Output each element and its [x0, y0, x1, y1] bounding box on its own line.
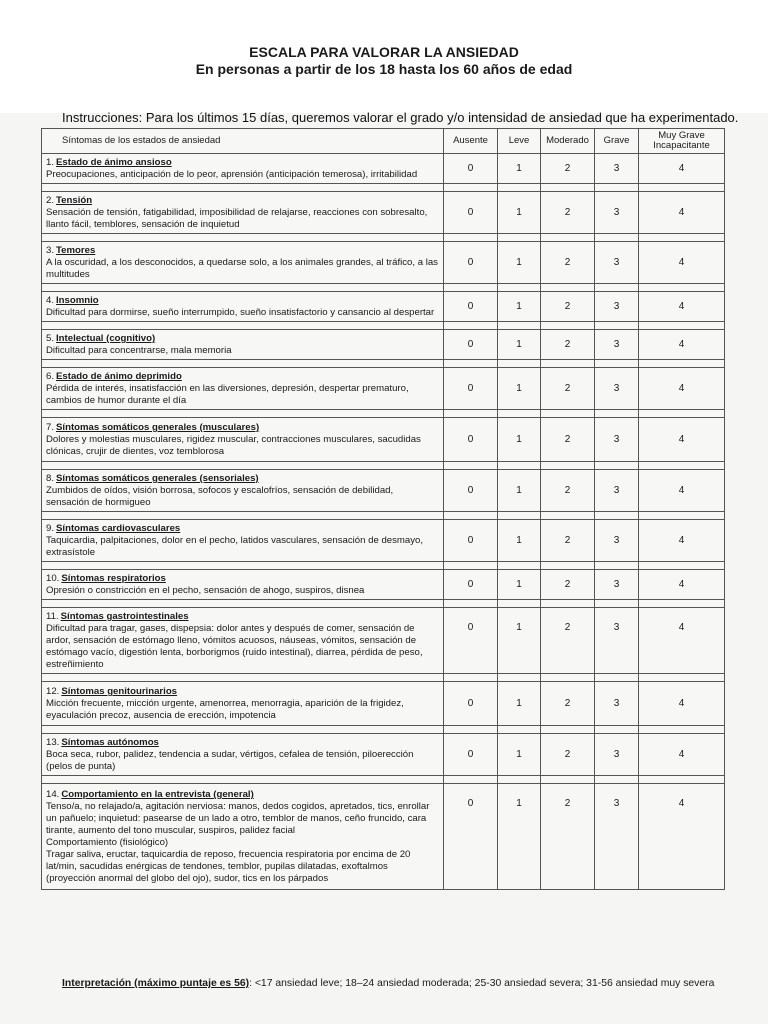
separator-cell	[42, 284, 444, 292]
document-subtitle: En personas a partir de los 18 hasta los 60 años de edad	[195, 61, 573, 77]
separator-cell	[498, 234, 541, 242]
score-option-0[interactable]: 0	[444, 292, 498, 322]
item-name: Síntomas autónomos	[61, 737, 159, 748]
score-option-2[interactable]: 2	[541, 154, 595, 184]
score-option-0[interactable]: 0	[444, 784, 498, 890]
item-description: Preocupaciones, anticipación de lo peor, aprensión (anticipación temerosa), irritabilidad	[46, 169, 418, 180]
table-row	[42, 368, 725, 410]
item-description: Dolores y molestias musculares, rigidez muscular, contracciones musculares, sacudidas clónicas, crujir de dientes, voz temblorosa	[46, 434, 421, 457]
table-row	[42, 784, 725, 890]
item-title	[46, 523, 439, 535]
separator-cell	[541, 284, 595, 292]
item-name: Síntomas gastrointestinales	[60, 611, 189, 622]
row-separator	[42, 234, 725, 242]
item-title	[46, 157, 439, 169]
score-option-0[interactable]: 0	[444, 570, 498, 600]
score-option-3[interactable]: 3	[595, 520, 639, 562]
score-option-3[interactable]: 3	[595, 470, 639, 512]
item-name: Síntomas somáticos generales (sensoriales)	[56, 473, 259, 484]
score-option-3[interactable]: 3	[595, 570, 639, 600]
item-description: Pérdida de interés, insatisfacción en las diversiones, depresión, despertar prematuro, cambios de humor durante el día	[46, 383, 409, 406]
separator-cell	[639, 322, 725, 330]
score-option-3[interactable]: 3	[595, 330, 639, 360]
separator-cell	[42, 512, 444, 520]
table-row	[42, 734, 725, 776]
separator-cell	[444, 322, 498, 330]
score-option-4[interactable]: 4	[639, 192, 725, 234]
symptom-cell	[42, 330, 444, 360]
item-name: Temores	[56, 245, 96, 256]
item-title	[46, 737, 439, 749]
row-separator	[42, 726, 725, 734]
score-option-4[interactable]: 4	[639, 682, 725, 726]
score-option-1[interactable]: 1	[498, 682, 541, 726]
separator-cell	[595, 512, 639, 520]
item-title	[46, 422, 439, 434]
score-option-3[interactable]: 3	[595, 368, 639, 410]
score-option-1[interactable]: 1	[498, 570, 541, 600]
score-option-1[interactable]: 1	[498, 368, 541, 410]
score-option-4[interactable]: 4	[639, 154, 725, 184]
table-row	[42, 608, 725, 674]
separator-cell	[498, 410, 541, 418]
table-row	[42, 470, 725, 512]
anxiety-scale-table	[41, 128, 725, 890]
score-option-2[interactable]: 2	[541, 242, 595, 284]
separator-cell	[639, 512, 725, 520]
score-option-2[interactable]: 2	[541, 192, 595, 234]
item-number: 7.	[46, 422, 55, 433]
separator-cell	[541, 512, 595, 520]
item-name: Estado de ánimo deprimido	[56, 371, 182, 382]
score-option-0[interactable]: 0	[444, 418, 498, 462]
item-description: Comportamiento (fisiológico)	[46, 837, 169, 848]
separator-cell	[444, 600, 498, 608]
separator-cell	[541, 726, 595, 734]
score-option-3[interactable]: 3	[595, 418, 639, 462]
score-option-1[interactable]: 1	[498, 242, 541, 284]
separator-cell	[444, 184, 498, 192]
score-option-3[interactable]: 3	[595, 682, 639, 726]
row-separator	[42, 184, 725, 192]
score-option-2[interactable]: 2	[541, 608, 595, 674]
item-description: Opresión o constricción en el pecho, sensación de ahogo, suspiros, disnea	[46, 585, 365, 596]
row-separator	[42, 410, 725, 418]
separator-cell	[541, 674, 595, 682]
interpretation-label: Interpretación (máximo puntaje es 56)	[62, 978, 250, 989]
item-description: Taquicardia, palpitaciones, dolor en el pecho, latidos vasculares, sensación de desmayo, extrasístole	[46, 535, 424, 558]
separator-cell	[498, 512, 541, 520]
document-title: ESCALA PARA VALORAR LA ANSIEDAD	[249, 44, 519, 60]
score-option-0[interactable]: 0	[444, 682, 498, 726]
item-number: 2.	[46, 195, 55, 206]
item-number: 4.	[46, 295, 55, 306]
score-option-2[interactable]: 2	[541, 734, 595, 776]
symptom-cell	[42, 682, 444, 726]
score-option-2[interactable]: 2	[541, 368, 595, 410]
score-option-3[interactable]: 3	[595, 292, 639, 322]
separator-cell	[42, 562, 444, 570]
separator-cell	[498, 360, 541, 368]
symptom-cell	[42, 470, 444, 512]
score-option-1[interactable]: 1	[498, 330, 541, 360]
col-header-ausente: Ausente	[444, 129, 498, 154]
separator-cell	[541, 562, 595, 570]
table-row	[42, 570, 725, 600]
col-header-moderado: Moderado	[541, 129, 595, 154]
symptom-cell	[42, 368, 444, 410]
item-name: Síntomas cardiovasculares	[56, 523, 181, 534]
separator-cell	[444, 562, 498, 570]
separator-cell	[639, 410, 725, 418]
separator-cell	[639, 462, 725, 470]
separator-cell	[595, 322, 639, 330]
separator-cell	[444, 234, 498, 242]
item-name: Síntomas respiratorios	[61, 573, 166, 584]
score-option-0[interactable]: 0	[444, 608, 498, 674]
item-title	[46, 789, 439, 801]
score-option-3[interactable]: 3	[595, 154, 639, 184]
row-separator	[42, 600, 725, 608]
separator-cell	[498, 462, 541, 470]
table-row	[42, 154, 725, 184]
item-name: Intelectual (cognitivo)	[56, 333, 156, 344]
separator-cell	[444, 462, 498, 470]
separator-cell	[541, 184, 595, 192]
item-title	[46, 611, 439, 623]
separator-cell	[595, 462, 639, 470]
separator-cell	[595, 776, 639, 784]
score-option-3[interactable]: 3	[595, 608, 639, 674]
separator-cell	[541, 410, 595, 418]
item-title	[46, 686, 439, 698]
col-header-muy-grave: Muy Grave Incapacitante	[639, 129, 725, 154]
item-description: Sensación de tensión, fatigabilidad, imposibilidad de relajarse, reacciones con sobresalto, llanto fácil, temblores, sensación de inquietud	[46, 207, 428, 230]
item-number: 6.	[46, 371, 55, 382]
score-option-4[interactable]: 4	[639, 292, 725, 322]
item-number: 11.	[46, 611, 59, 622]
separator-cell	[541, 776, 595, 784]
separator-cell	[595, 562, 639, 570]
symptom-cell	[42, 784, 444, 890]
score-option-4[interactable]: 4	[639, 418, 725, 462]
separator-cell	[498, 184, 541, 192]
score-option-3[interactable]: 3	[595, 242, 639, 284]
score-option-0[interactable]: 0	[444, 330, 498, 360]
score-option-0[interactable]: 0	[444, 242, 498, 284]
interpretation-text: : <17 ansiedad leve; 18–24 ansiedad moderada; 25-30 ansiedad severa; 31-56 ansiedad muy severa	[249, 978, 715, 989]
separator-cell	[639, 674, 725, 682]
score-option-1[interactable]: 1	[498, 608, 541, 674]
col-header-symptoms: Síntomas de los estados de ansiedad	[42, 129, 444, 154]
separator-cell	[42, 322, 444, 330]
item-name: Tensión	[56, 195, 93, 206]
row-separator	[42, 512, 725, 520]
score-option-0[interactable]: 0	[444, 368, 498, 410]
separator-cell	[42, 360, 444, 368]
separator-cell	[595, 184, 639, 192]
item-number: 13.	[46, 737, 60, 748]
separator-cell	[42, 462, 444, 470]
score-option-1[interactable]: 1	[498, 418, 541, 462]
separator-cell	[444, 410, 498, 418]
score-option-2[interactable]: 2	[541, 292, 595, 322]
separator-cell	[595, 410, 639, 418]
item-name: Estado de ánimo ansioso	[56, 157, 172, 168]
score-option-3[interactable]: 3	[595, 734, 639, 776]
separator-cell	[498, 674, 541, 682]
item-title	[46, 245, 439, 257]
item-name: Insomnio	[56, 295, 99, 306]
item-description: Dificultad para concentrarse, mala memoria	[46, 345, 232, 356]
score-option-1[interactable]: 1	[498, 470, 541, 512]
item-title	[46, 295, 439, 307]
item-title	[46, 195, 439, 207]
row-separator	[42, 674, 725, 682]
score-option-2[interactable]: 2	[541, 784, 595, 890]
item-title	[46, 573, 439, 585]
separator-cell	[444, 726, 498, 734]
item-number: 5.	[46, 333, 55, 344]
item-number: 12.	[46, 686, 60, 697]
symptom-cell	[42, 608, 444, 674]
item-description: Dificultad para tragar, gases, dispepsia: dolor antes y después de comer, sensación de ardor, sensación de estómago lleno, vómitos acuosos, náuseas, vómitos, sensación de estómago vacío, digestión lenta, borborigmos (ruido intestinal), diarrea, pérdida de peso, estreñimiento	[46, 623, 423, 670]
separator-cell	[595, 726, 639, 734]
table-row	[42, 242, 725, 284]
score-option-0[interactable]: 0	[444, 192, 498, 234]
score-option-2[interactable]: 2	[541, 330, 595, 360]
score-option-4[interactable]: 4	[639, 520, 725, 562]
score-option-0[interactable]: 0	[444, 734, 498, 776]
table-row	[42, 682, 725, 726]
col-header-grave: Grave	[595, 129, 639, 154]
score-option-4[interactable]: 4	[639, 470, 725, 512]
row-separator	[42, 360, 725, 368]
separator-cell	[595, 284, 639, 292]
symptom-cell	[42, 154, 444, 184]
item-description: Micción frecuente, micción urgente, amenorrea, menorragia, aparición de la frigidez, eyaculación precoz, ausencia de erección, impotencia	[46, 698, 404, 721]
separator-cell	[444, 674, 498, 682]
score-option-0[interactable]: 0	[444, 520, 498, 562]
item-number: 1.	[46, 157, 55, 168]
interpretation	[62, 978, 742, 989]
score-option-3[interactable]: 3	[595, 192, 639, 234]
separator-cell	[444, 512, 498, 520]
symptom-cell	[42, 570, 444, 600]
score-option-4[interactable]: 4	[639, 734, 725, 776]
item-description: Dificultad para dormirse, sueño interrumpido, sueño insatisfactorio y cansancio al despertar	[46, 307, 435, 318]
item-number: 3.	[46, 245, 55, 256]
separator-cell	[498, 284, 541, 292]
score-option-0[interactable]: 0	[444, 154, 498, 184]
score-option-1[interactable]: 1	[498, 154, 541, 184]
item-number: 8.	[46, 473, 55, 484]
item-title	[46, 473, 439, 485]
row-separator	[42, 562, 725, 570]
score-option-4[interactable]: 4	[639, 570, 725, 600]
separator-cell	[541, 600, 595, 608]
separator-cell	[498, 322, 541, 330]
separator-cell	[639, 184, 725, 192]
row-separator	[42, 776, 725, 784]
separator-cell	[595, 600, 639, 608]
score-option-3[interactable]: 3	[595, 784, 639, 890]
separator-cell	[42, 776, 444, 784]
score-option-1[interactable]: 1	[498, 192, 541, 234]
separator-cell	[541, 360, 595, 368]
separator-cell	[42, 184, 444, 192]
item-title	[46, 371, 439, 383]
score-option-4[interactable]: 4	[639, 242, 725, 284]
table-body	[42, 154, 725, 890]
symptom-cell	[42, 418, 444, 462]
separator-cell	[639, 562, 725, 570]
separator-cell	[42, 234, 444, 242]
item-number: 10.	[46, 573, 60, 584]
score-option-2[interactable]: 2	[541, 570, 595, 600]
table-row	[42, 292, 725, 322]
separator-cell	[498, 562, 541, 570]
separator-cell	[444, 776, 498, 784]
item-number: 9.	[46, 523, 55, 534]
row-separator	[42, 322, 725, 330]
separator-cell	[42, 674, 444, 682]
separator-cell	[595, 360, 639, 368]
item-name: Síntomas genitourinarios	[61, 686, 178, 697]
symptom-cell	[42, 520, 444, 562]
table-row	[42, 330, 725, 360]
row-separator	[42, 462, 725, 470]
table-row	[42, 192, 725, 234]
symptom-cell	[42, 242, 444, 284]
separator-cell	[444, 284, 498, 292]
row-separator	[42, 284, 725, 292]
item-description: A la oscuridad, a los desconocidos, a quedarse solo, a los animales grandes, al tráfico, a las multitudes	[46, 257, 438, 280]
separator-cell	[498, 726, 541, 734]
score-option-1[interactable]: 1	[498, 292, 541, 322]
separator-cell	[42, 600, 444, 608]
separator-cell	[42, 410, 444, 418]
separator-cell	[444, 360, 498, 368]
item-name: Comportamiento en la entrevista (general)	[61, 789, 254, 800]
symptom-cell	[42, 734, 444, 776]
table-header-row	[42, 129, 725, 154]
table-row	[42, 520, 725, 562]
separator-cell	[595, 234, 639, 242]
score-option-1[interactable]: 1	[498, 734, 541, 776]
item-description: Tenso/a, no relajado/a, agitación nerviosa: manos, dedos cogidos, apretados, tics, enrollar un pañuelo; inquietud: pasearse de un lado a otro, temblor de manos, ceño fruncido, cara tirante, aumento del tono muscular, suspiros, palidez facial	[46, 801, 430, 836]
separator-cell	[595, 674, 639, 682]
separator-cell	[639, 776, 725, 784]
separator-cell	[541, 234, 595, 242]
item-number: 14.	[46, 789, 60, 800]
separator-cell	[639, 234, 725, 242]
item-name: Síntomas somáticos generales (musculares)	[56, 422, 260, 433]
symptom-cell	[42, 292, 444, 322]
score-option-2[interactable]: 2	[541, 470, 595, 512]
separator-cell	[639, 284, 725, 292]
instructions-text: Instrucciones: Para los últimos 15 días, queremos valorar el grado y/o intensidad de ansiedad que ha experimentado.	[62, 110, 739, 125]
separator-cell	[42, 726, 444, 734]
separator-cell	[498, 600, 541, 608]
score-option-2[interactable]: 2	[541, 682, 595, 726]
score-option-4[interactable]: 4	[639, 608, 725, 674]
item-description: Zumbidos de oídos, visión borrosa, sofocos y escalofríos, sensación de debilidad, sensación de hormigueo	[46, 485, 394, 508]
separator-cell	[541, 462, 595, 470]
score-option-2[interactable]: 2	[541, 520, 595, 562]
score-option-2[interactable]: 2	[541, 418, 595, 462]
separator-cell	[498, 776, 541, 784]
score-option-4[interactable]: 4	[639, 784, 725, 890]
score-option-4[interactable]: 4	[639, 330, 725, 360]
score-option-1[interactable]: 1	[498, 784, 541, 890]
document-header	[0, 44, 768, 78]
score-option-1[interactable]: 1	[498, 520, 541, 562]
symptom-cell	[42, 192, 444, 234]
table-row	[42, 418, 725, 462]
item-description: Boca seca, rubor, palidez, tendencia a sudar, vértigos, cefalea de tensión, piloerección (pelos de punta)	[46, 749, 414, 772]
item-description: Tragar saliva, eructar, taquicardia de reposo, frecuencia respiratoria por encima de 20 lat/min, sacudidas enérgicas de tendones, temblor, pupilas dilatadas, exoftalmos (proyección anormal del globo del ojo), sudor, tics en los párpados	[46, 849, 411, 884]
separator-cell	[541, 322, 595, 330]
separator-cell	[639, 726, 725, 734]
score-option-4[interactable]: 4	[639, 368, 725, 410]
score-option-0[interactable]: 0	[444, 470, 498, 512]
separator-cell	[639, 600, 725, 608]
col-header-leve: Leve	[498, 129, 541, 154]
separator-cell	[639, 360, 725, 368]
item-title	[46, 333, 439, 345]
